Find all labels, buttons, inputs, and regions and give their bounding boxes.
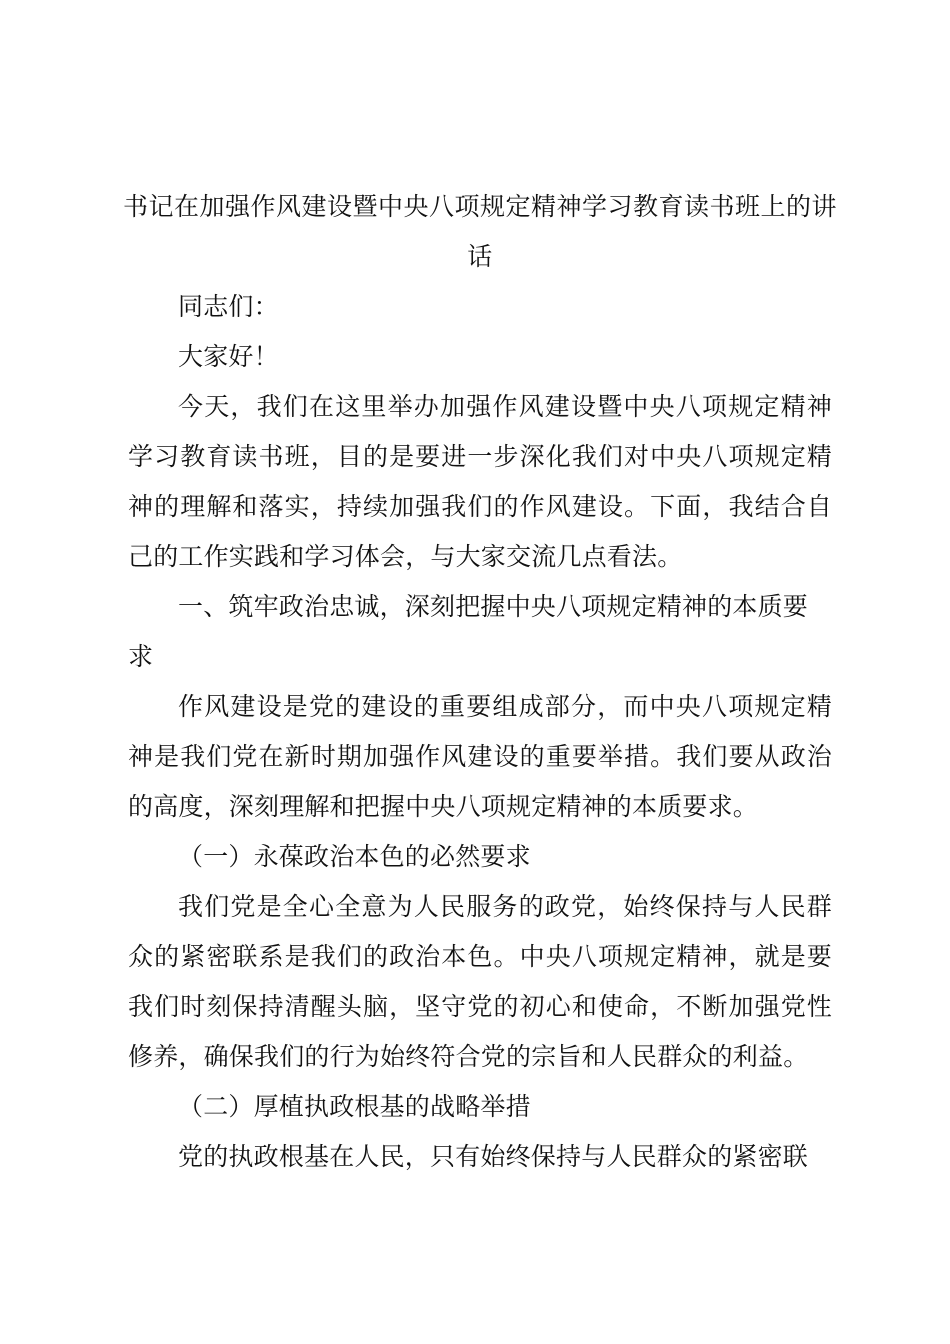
section-1-body: 作风建设是党的建设的重要组成部分，而中央八项规定精神是我们党在新时期加强作风建设的重要举措。我们要从政治的高度，深刻理解和把握中央八项规定精神的本质要求。 bbox=[128, 692, 832, 821]
subsection-2-body: 党的执政根基在人民，只有始终保持与人民群众的紧密联 bbox=[178, 1142, 809, 1171]
subsection-1-body: 我们党是全心全意为人民服务的政党，始终保持与人民群众的紧密联系是我们的政治本色。中央八项规定精神，就是要我们时刻保持清醒头脑，坚守党的初心和使命，不断加强党性修养，确保我们的行为始终符合党的宗旨和人民群众的利益。 bbox=[128, 892, 832, 1071]
greeting-everyone: 大家好！ bbox=[178, 342, 279, 371]
subsection-1-heading: （一）永葆政治本色的必然要求 bbox=[178, 842, 531, 871]
subsection-2-heading: （二）厚植执政根基的战略举措 bbox=[178, 1092, 531, 1121]
section-1-heading: 一、筑牢政治忠诚，深刻把握中央八项规定精神的本质要求 bbox=[128, 592, 809, 671]
greeting-comrades: 同志们： bbox=[178, 292, 279, 321]
intro-paragraph: 今天，我们在这里举办加强作风建设暨中央八项规定精神学习教育读书班，目的是要进一步深化我们对中央八项规定精神的理解和落实，持续加强我们的作风建设。下面，我结合自己的工作实践和学习体会，与大家交流几点看法。 bbox=[128, 392, 832, 571]
document-title: 书记在加强作风建设暨中央八项规定精神学习教育读书班上的讲话 bbox=[122, 192, 837, 271]
document-content bbox=[122, 182, 837, 1182]
